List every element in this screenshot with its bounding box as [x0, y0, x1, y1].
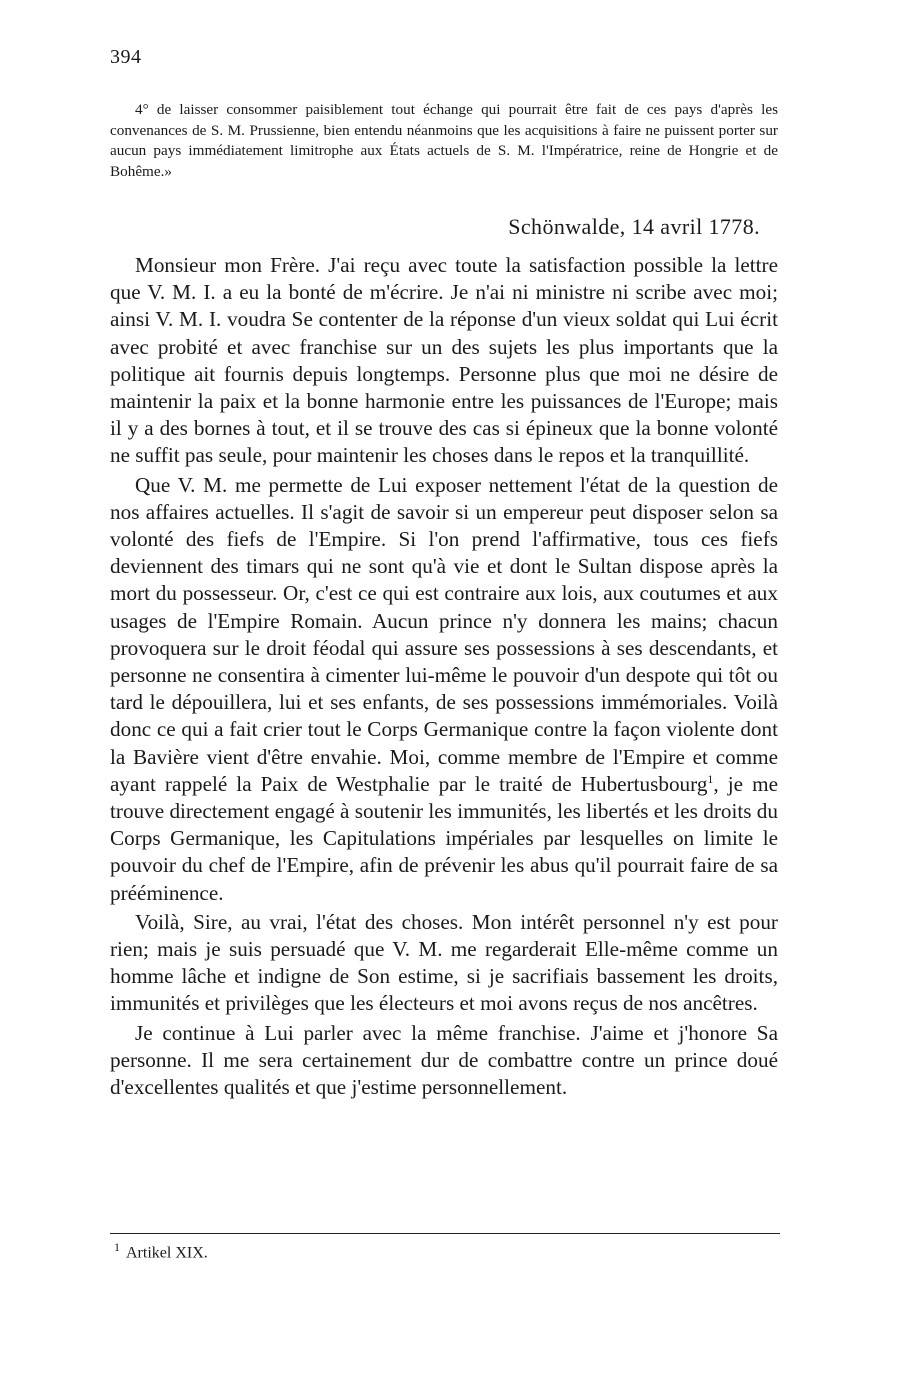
paragraph-text: Que V. M. me permette de Lui exposer nettement l'état de la question de nos affaires actuelles. Il s'agit de savoir si un empereur peut disposer selon sa volonté des fiefs de l'Empire. Si l'on prend l'affirmative, tous ces fiefs deviennent des timars qui ne sont qu'à vie et dont le Sultan dispose après la mort du possesseur. Or, c'est ce qui est contraire aux lois, aux coutumes et aux usages de l'Empire Romain. Aucun prince n'y donnera les mains; chacun provoquera sur le droit féodal qui assure ses possessions à ses descendants, et personne ne consentira à cimenter lui-même le pouvoir d'un despote qui tôt ou tard le dépouillera, lui et ses enfants, de ses possessions immémoriales. Voilà donc ce qui a fait crier tout le Corps Germanique contre la façon violente dont la Bavière vient d'être envahie. Moi, comme membre de l'Empire et comme ayant rappelé la Paix de Westphalie par le traité de Hubertusbourg: [110, 472, 778, 796]
letter-paragraph: Je continue à Lui parler avec la même franchise. J'aime et j'honore Sa personne. Il me sera certainement dur de combattre contre un prince doué d'excellentes qualités et que j'estime personnellement.: [110, 1020, 778, 1100]
letter-dateline: Schönwalde, 14 avril 1778.: [508, 214, 760, 239]
paragraph-text-continued: , je me trouve directement engagé à soutenir les immunités, les libertés et les droits du Corps Germanique, les Capitulations impériales par lesquelles on limite le pouvoir du chef de l'Empire, afin de prévenir les abus qu'il pourrait faire de sa prééminence.: [110, 771, 778, 905]
footnote: [114, 1240, 208, 1262]
letter-paragraph: [110, 472, 778, 907]
page-number: 394: [110, 46, 142, 68]
quote-text: 4° de laisser consommer paisiblement tout échange qui pourrait être fait de ces pays d'après les convenances de S. M. Prussienne, bien entendu néanmoins que les acquisitions à faire ne puissent porter sur aucun pays immédiatement limitrophe aux États actuels de S. M. l'Impératrice, reine de Hongrie et de Bohême.»: [110, 101, 778, 180]
footnote-separator: [110, 1233, 780, 1234]
letter-paragraph: Voilà, Sire, au vrai, l'état des choses. Mon intérêt personnel n'y est pour rien; mais je suis persuadé que V. M. me regarderait Elle-même comme un homme lâche et indigne de Son estime, si je sacrifiais bassement les droits, immunités et privilèges que les électeurs et moi avons reçus de nos ancêtres.: [110, 909, 778, 1016]
quoted-article: [110, 100, 778, 182]
footnote-mark: 1: [114, 1240, 120, 1254]
footnote-reference[interactable]: 1: [707, 771, 714, 786]
letter-paragraph: Monsieur mon Frère. J'ai reçu avec toute la satisfaction possible la lettre que V. M. I. a eu la bonté de m'écrire. Je n'ai ni ministre ni scribe avec moi; ainsi V. M. I. voudra Se contenter de la réponse d'un vieux soldat qui Lui écrit avec probité et avec franchise sur un des sujets les plus importants que la politique ait fournis depuis longtemps. Personne plus que moi ne désire de maintenir la paix et la bonne harmonie entre les puissances de l'Europe; mais il y a des bornes à tout, et il se trouve des cas si épineux que la bonne volonté ne suffit pas seule, pour maintenir les choses dans le repos et la tranquillité.: [110, 253, 778, 468]
footnote-text: Artikel XIX.: [126, 1244, 208, 1262]
letter-body: [110, 252, 778, 1101]
